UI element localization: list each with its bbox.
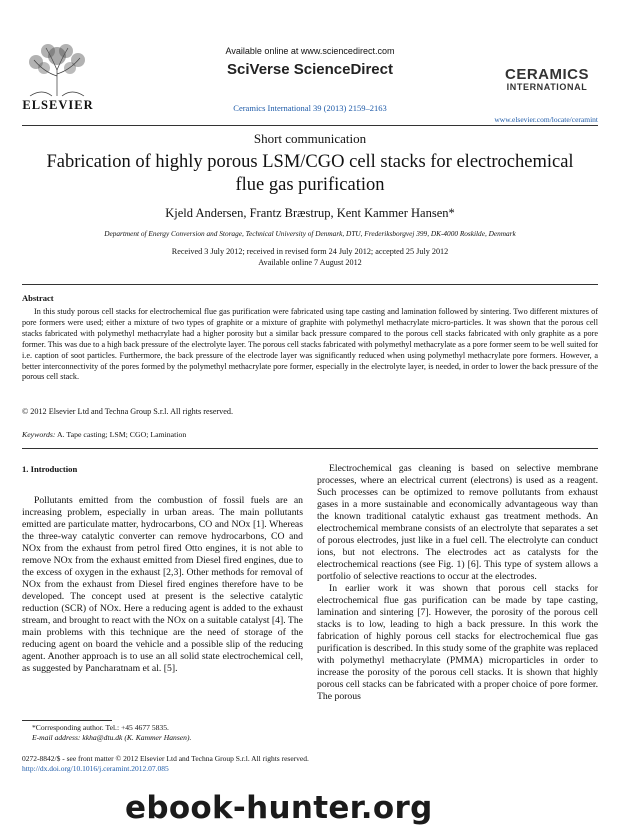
journal-logo-subtitle: INTERNATIONAL [506,82,588,92]
intro-paragraph-3: In earlier work it was shown that porous cell stacks for electrochemical flue gas purification can be made by tape casting, lamination and sintering [7]. However, the porosity of the porous cell stacks is to low, leading to high a back pressure. In this work the fabrication of highly porous cell stacks for electrochemical flue gas purification is described. In this study some of the graphite was replaced with polymethyl methacrylate (PMMA) microparticles in order to increase the porosity of the porous cell stacks. It is shown that highly porous cell stacks can be fabricated with a proper choice of pore former. The porous [317,583,598,702]
journal-url-link[interactable]: www.elsevier.com/locate/ceramint [494,115,598,124]
article-title: Fabrication of highly porous LSM/CGO cell stacks for electrochemical flue gas purification [46,152,574,195]
page-footer [22,754,598,774]
corresponding-author: *Corresponding author. Tel.: +45 4677 5835. [32,723,169,732]
available-online-link[interactable]: Available online at www.sciencedirect.com [225,46,395,56]
watermark: ebook-hunter.org [125,790,433,826]
doi-link[interactable]: http://dx.doi.org/10.1016/j.ceramint.2012.07.085 [22,764,169,773]
abstract-text: In this study porous cell stacks for electrochemical flue gas purification were fabricated using tape casting and lamination followed by sintering. Two different mixtures of pore formers were used; either a mixture of two types of graphite or a mixture of graphite with polymethyl methacrylate micro-particles. It was shown that the porous cell stacks fabricated with polymethyl methacrylate had a higher porosity but a similar back pressure compared to the porous cell stacks fabricated with only graphite as a pore former. This was due to a high back pressure of the electrolyte layer. The porous cell stacks fabricated with polymethyl methacrylate as a pore former seem to be well suited for i.e. caption of soot particles. Furthermore, the back pressure of the electrode layer was significantly reduced when using polymethyl methacrylate pore formers. However, a better interconnectivity of the pores formed by the polymethyl methacrylate pore former, especially in the electrolyte layer, is needed, in order to lower the back pressure of the porous cell stack. [22,307,598,382]
abstract-copyright: © 2012 Elsevier Ltd and Techna Group S.r.l. All rights reserved. [22,407,234,416]
left-column [22,463,303,675]
abstract-heading: Abstract [22,293,54,303]
abstract-top-divider [22,284,598,285]
footnote [22,723,303,743]
journal-logo-title: CERAMICS [504,66,589,83]
article-type: Short communication [253,131,367,146]
footnote-divider [22,720,112,721]
header-divider [22,125,598,126]
author-affiliation: Department of Energy Conversion and Storage, Technical University of Denmark, DTU, Frederiksborgvej 399, DK-4000 Roskilde, Denmark [104,229,516,238]
received-dates: Received 3 July 2012; received in revised form 24 July 2012; accepted 25 July 2012 [171,247,449,256]
keywords-list: A. Tape casting; LSM; CGO; Lamination [57,430,187,439]
right-column [317,463,598,703]
author-email: E-mail address: kkha@dtu.dk (K. Kammer Hansen). [32,733,192,742]
section-heading-introduction: 1. Introduction [22,464,78,474]
keywords-label: Keywords: [22,430,56,439]
publisher-name: ELSEVIER [22,98,94,112]
keywords [22,430,186,439]
intro-paragraph-1: Pollutants emitted from the combustion of fossil fuels are an increasing problem, especially in urban areas. The main pollutants emitted are particulate matter, hydrocarbons, CO and NOx [1]. Whereas the three-way catalytic converter can remove hydrocarbons, CO and NOx from the exhaust from petrol fired Otto engines, it is not able to remove NOx from the exhaust emitted from Diesel fired engines, due to the excess of oxygen in the exhaust [2,3]. Other methods for removal of NOx from the exhaust from Diesel fired engines therefore have to be developed. The concept used at present is the selective catalytic reduction (SCR) of NOx. Here a reducing agent is added to the exhaust stream, and brought to react with the NOx on a suitable catalyst [4]. The main problems with this technique are the need of storage of the reducing agent on board the vehicle and a possible slip of the reducing agent. Another approach is to use an all solid state electrochemical cell, as suggested by Pancharatnam et al. [5]. [22,495,303,674]
sciencedirect-brand: SciVerse ScienceDirect [227,61,393,78]
author-list: Kjeld Andersen, Frantz Bræstrup, Kent Kammer Hansen* [165,206,455,220]
article-dates [0,246,620,268]
intro-paragraph-2: Electrochemical gas cleaning is based on selective membrane processes, where an electrical current (electrons) is used as a reagent. Such processes can be optimized to remove pollutants from exhaust gases in a more sustainable and economically advantageous way than the known traditional catalytic exhaust gas treatment methods. An electrochemical membrane consists of an electrolyte that separates a set of porous electrodes, just like in a fuel cell. The electrolyte can conduct ions, but not electrons. The electrodes act as catalysts for the electrochemical reactions (see Fig. 1) [6]. This type of system allows a portfolio of selective reactions to occur at the electrodes. [317,463,598,582]
available-date: Available online 7 August 2012 [258,258,362,267]
journal-citation[interactable]: Ceramics International 39 (2013) 2159–2163 [233,103,387,113]
abstract-bottom-divider [22,448,598,449]
front-matter-line: 0272-8842/$ - see front matter © 2012 Elsevier Ltd and Techna Group S.r.l. All rights reserved. [22,754,309,763]
